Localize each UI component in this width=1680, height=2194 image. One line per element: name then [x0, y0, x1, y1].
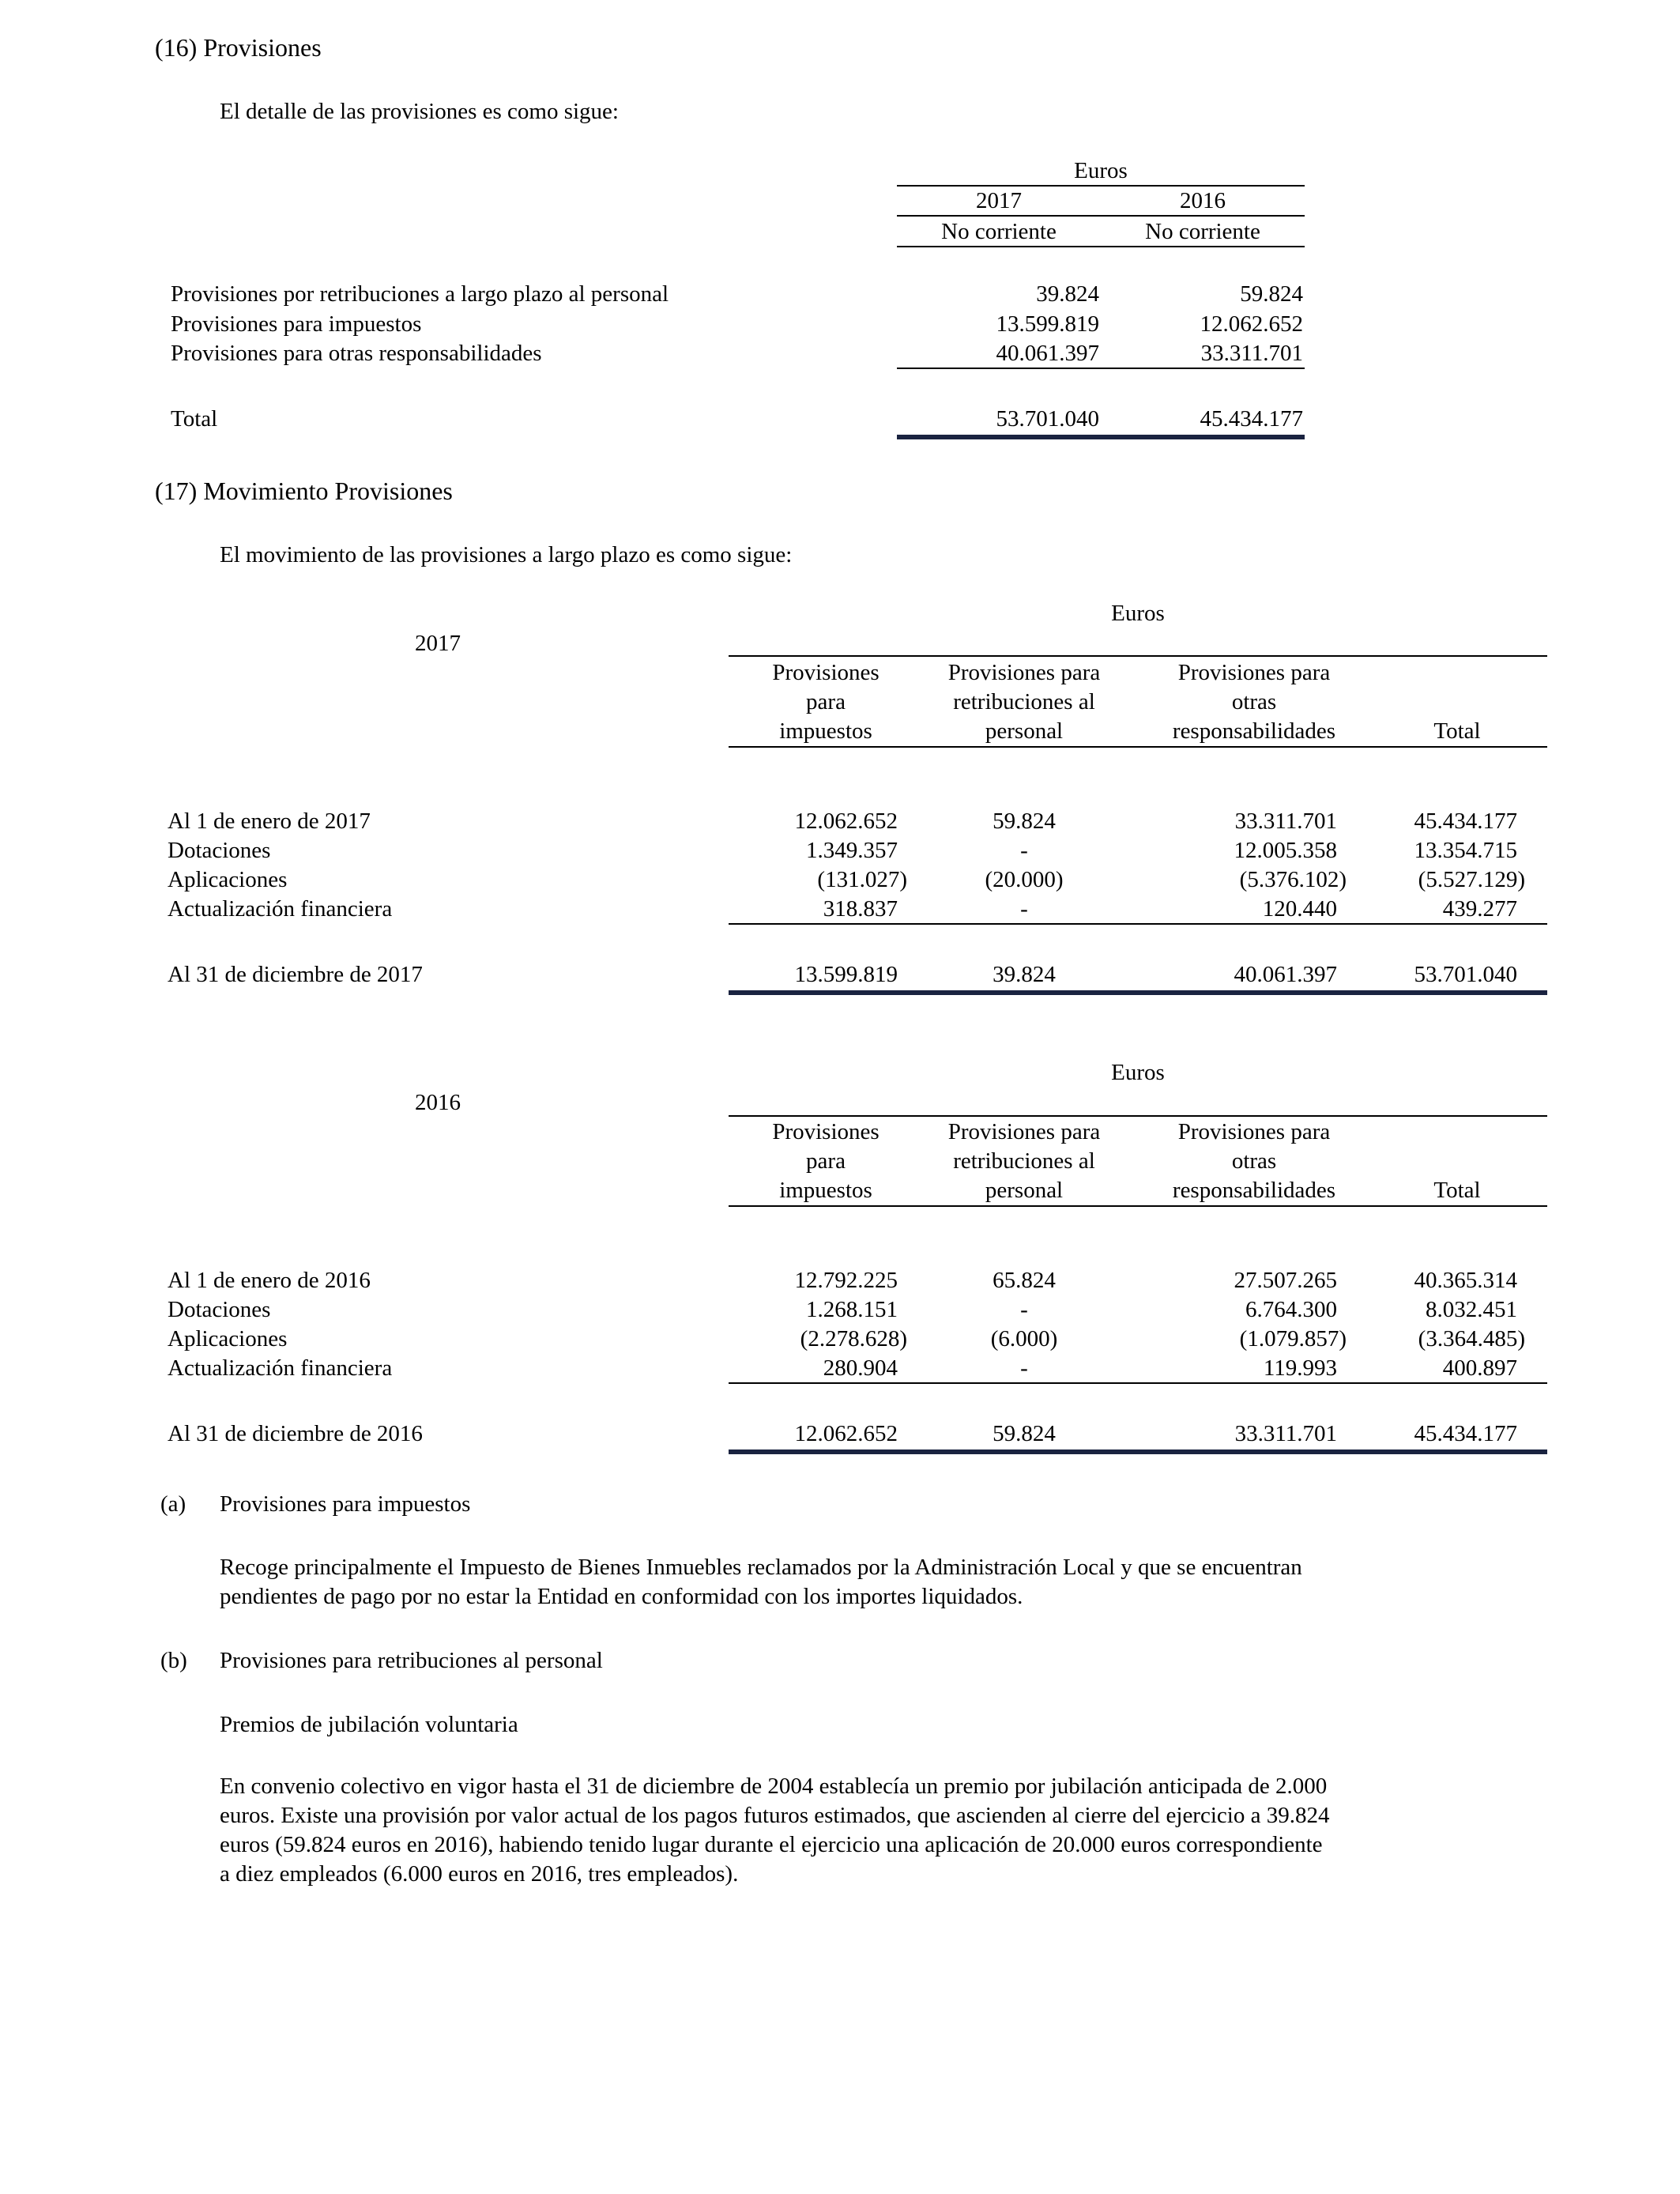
t2017-cell: -: [1020, 838, 1028, 863]
t2016-col-header: para: [806, 1148, 846, 1174]
t2016-row-label: Actualización financiera: [168, 1355, 393, 1381]
t2016-col-header: Provisiones: [772, 1119, 880, 1144]
t2017-cell: 13.354.715: [1414, 838, 1517, 863]
t2016-total-rule: [729, 1449, 1547, 1454]
s16-total-rule: [897, 435, 1305, 439]
t2016-cell: (2.278.628): [800, 1326, 907, 1351]
note-b-line: euros. Existe una provisión por valor actual de los pagos futuros estimados, que ascienden al cierre del ejercicio a 39.824: [220, 1803, 1330, 1828]
s16-subhead-2017: No corriente: [941, 219, 1057, 244]
t2016-col-header: personal: [985, 1178, 1064, 1203]
s16-year-rule: [897, 215, 1305, 217]
t2017-cell: (131.027): [817, 867, 907, 892]
section-16-title: (16) Provisiones: [155, 33, 322, 62]
t2017-closing-cell: 13.599.819: [794, 962, 898, 987]
t2017-cell: (5.376.102): [1239, 867, 1347, 892]
s16-year-2017: 2017: [976, 188, 1022, 213]
section-16-intro: El detalle de las provisiones es como sigue:: [220, 99, 619, 124]
t2017-euros-rule: [729, 655, 1547, 657]
t2016-closing-cell: 59.824: [993, 1421, 1056, 1446]
note-b-line: euros (59.824 euros en 2016), habiendo tenido lugar durante el ejercicio una aplicación de 20.000 euros correspondiente: [220, 1832, 1323, 1857]
t2017-euros-header: Euros: [1111, 601, 1165, 626]
t2017-row-label: Aplicaciones: [168, 867, 288, 892]
t2016-cell: 6.764.300: [1245, 1297, 1337, 1322]
t2016-col-header: otras: [1231, 1148, 1277, 1174]
s16-row-label: Provisiones por retribuciones a largo plazo al personal: [171, 281, 669, 307]
t2016-cell: 65.824: [993, 1268, 1056, 1293]
t2016-col-header: Provisiones para: [1177, 1119, 1331, 1144]
s16-subhead-rule: [897, 246, 1305, 247]
s16-row-value-2016: 12.062.652: [1200, 311, 1303, 337]
s16-total-value-2016: 45.434.177: [1200, 406, 1303, 432]
note-b-line: a diez empleados (6.000 euros en 2016, tres empleados).: [220, 1861, 739, 1887]
t2017-col-header: otras: [1231, 689, 1277, 714]
t2017-cell: 12.062.652: [794, 809, 898, 834]
t2016-cell: 27.507.265: [1234, 1268, 1337, 1293]
t2016-col-header-total: Total: [1433, 1178, 1481, 1203]
t2016-closing-label: Al 31 de diciembre de 2016: [168, 1421, 423, 1446]
t2016-cell: 280.904: [823, 1355, 898, 1381]
t2017-col-header: Provisiones para: [947, 660, 1101, 685]
s16-year-2016: 2016: [1180, 188, 1226, 213]
note-b-subheading: Premios de jubilación voluntaria: [220, 1712, 518, 1737]
t2016-cell: 8.032.451: [1426, 1297, 1517, 1322]
note-a-marker: (a): [160, 1491, 186, 1517]
t2017-cell: 45.434.177: [1414, 809, 1517, 834]
s16-euros-header: Euros: [1074, 158, 1128, 183]
s16-subhead-2016: No corriente: [1145, 219, 1260, 244]
t2016-closing-cell: 45.434.177: [1414, 1421, 1517, 1446]
note-a-line: pendientes de pago por no estar la Entidad en conformidad con los importes liquidados.: [220, 1584, 1023, 1609]
t2017-cell: 439.277: [1442, 896, 1517, 922]
t2017-cell: 12.005.358: [1234, 838, 1337, 863]
s16-row-value-2017: 40.061.397: [996, 341, 1099, 366]
t2016-cell: (3.364.485): [1418, 1326, 1525, 1351]
note-a-heading: Provisiones para impuestos: [220, 1491, 471, 1517]
s16-row-value-2017: 39.824: [1036, 281, 1099, 307]
t2016-row-label: Al 1 de enero de 2016: [168, 1268, 371, 1293]
t2017-closing-label: Al 31 de diciembre de 2017: [168, 962, 423, 987]
t2017-cell: 318.837: [823, 896, 898, 922]
t2017-closing-cell: 53.701.040: [1414, 962, 1517, 987]
section-17-intro: El movimiento de las provisiones a largo plazo es como sigue:: [220, 542, 793, 567]
t2016-cell: (6.000): [990, 1326, 1058, 1351]
t2016-cell: 119.993: [1263, 1355, 1337, 1381]
note-b-marker: (b): [160, 1648, 187, 1673]
t2017-col-header: Provisiones: [772, 660, 880, 685]
t2017-cell: 33.311.701: [1234, 809, 1337, 834]
s16-row-value-2016: 59.824: [1240, 281, 1303, 307]
t2016-row-label: Aplicaciones: [168, 1326, 288, 1351]
t2017-col-header: responsabilidades: [1172, 718, 1336, 744]
t2017-total-rule: [729, 990, 1547, 995]
note-b-line: En convenio colectivo en vigor hasta el 31 de diciembre de 2004 establecía un premio por jubilación anticipada de 2.000: [220, 1774, 1328, 1799]
s16-row-label: Provisiones para otras responsabilidades: [171, 341, 542, 366]
t2017-col-header: personal: [985, 718, 1064, 744]
t2017-header-rule: [729, 746, 1547, 748]
t2016-cell: 40.365.314: [1414, 1268, 1517, 1293]
t2017-closing-cell: 40.061.397: [1234, 962, 1337, 987]
t2016-cell: (1.079.857): [1239, 1326, 1347, 1351]
t2017-col-header: para: [806, 689, 846, 714]
s16-row-value-2017: 13.599.819: [996, 311, 1099, 337]
t2016-cell: 12.792.225: [794, 1268, 898, 1293]
t2017-subtotal-rule: [729, 923, 1547, 925]
t2017-cell: (5.527.129): [1418, 867, 1525, 892]
t2017-cell: -: [1020, 896, 1028, 922]
t2017-cell: (20.000): [985, 867, 1064, 892]
s16-total-label: Total: [171, 406, 218, 432]
t2016-closing-cell: 33.311.701: [1234, 1421, 1337, 1446]
t2017-cell: 59.824: [993, 809, 1056, 834]
t2017-col-header: Provisiones para: [1177, 660, 1331, 685]
s16-subtotal-rule: [897, 368, 1305, 369]
t2016-cell: -: [1020, 1355, 1028, 1381]
t2016-cell: 400.897: [1442, 1355, 1517, 1381]
t2017-cell: 1.349.357: [806, 838, 898, 863]
t2017-col-header: impuestos: [779, 718, 872, 744]
note-a-line: Recoge principalmente el Impuesto de Bienes Inmuebles reclamados por la Administración Local y que se encuentran: [220, 1555, 1302, 1580]
t2017-row-label: Al 1 de enero de 2017: [168, 809, 371, 834]
t2016-col-header: impuestos: [779, 1178, 872, 1203]
note-b-heading: Provisiones para retribuciones al personal: [220, 1648, 603, 1673]
t2016-euros-header: Euros: [1111, 1060, 1165, 1085]
t2016-col-header: responsabilidades: [1172, 1178, 1336, 1203]
t2016-cell: 1.268.151: [806, 1297, 898, 1322]
t2016-row-label: Dotaciones: [168, 1297, 271, 1322]
s16-row-value-2016: 33.311.701: [1200, 341, 1303, 366]
t2016-header-rule: [729, 1205, 1547, 1207]
t2016-euros-rule: [729, 1115, 1547, 1117]
t2017-col-header: retribuciones al: [953, 689, 1095, 714]
t2017-closing-cell: 39.824: [993, 962, 1056, 987]
t2016-closing-cell: 12.062.652: [794, 1421, 898, 1446]
s16-euros-rule: [897, 185, 1305, 187]
t2016-col-header: retribuciones al: [953, 1148, 1095, 1174]
t2016-col-header: Provisiones para: [947, 1119, 1101, 1144]
t2017-col-header-total: Total: [1433, 718, 1481, 744]
t2017-row-label: Dotaciones: [168, 838, 271, 863]
s16-total-value-2017: 53.701.040: [996, 406, 1099, 432]
t2016-year-label: 2016: [415, 1090, 461, 1115]
t2017-year-label: 2017: [415, 631, 461, 656]
section-17-title: (17) Movimiento Provisiones: [155, 477, 453, 505]
t2017-row-label: Actualización financiera: [168, 896, 393, 922]
t2016-subtotal-rule: [729, 1382, 1547, 1384]
t2016-cell: -: [1020, 1297, 1028, 1322]
s16-row-label: Provisiones para impuestos: [171, 311, 422, 337]
t2017-cell: 120.440: [1262, 896, 1337, 922]
